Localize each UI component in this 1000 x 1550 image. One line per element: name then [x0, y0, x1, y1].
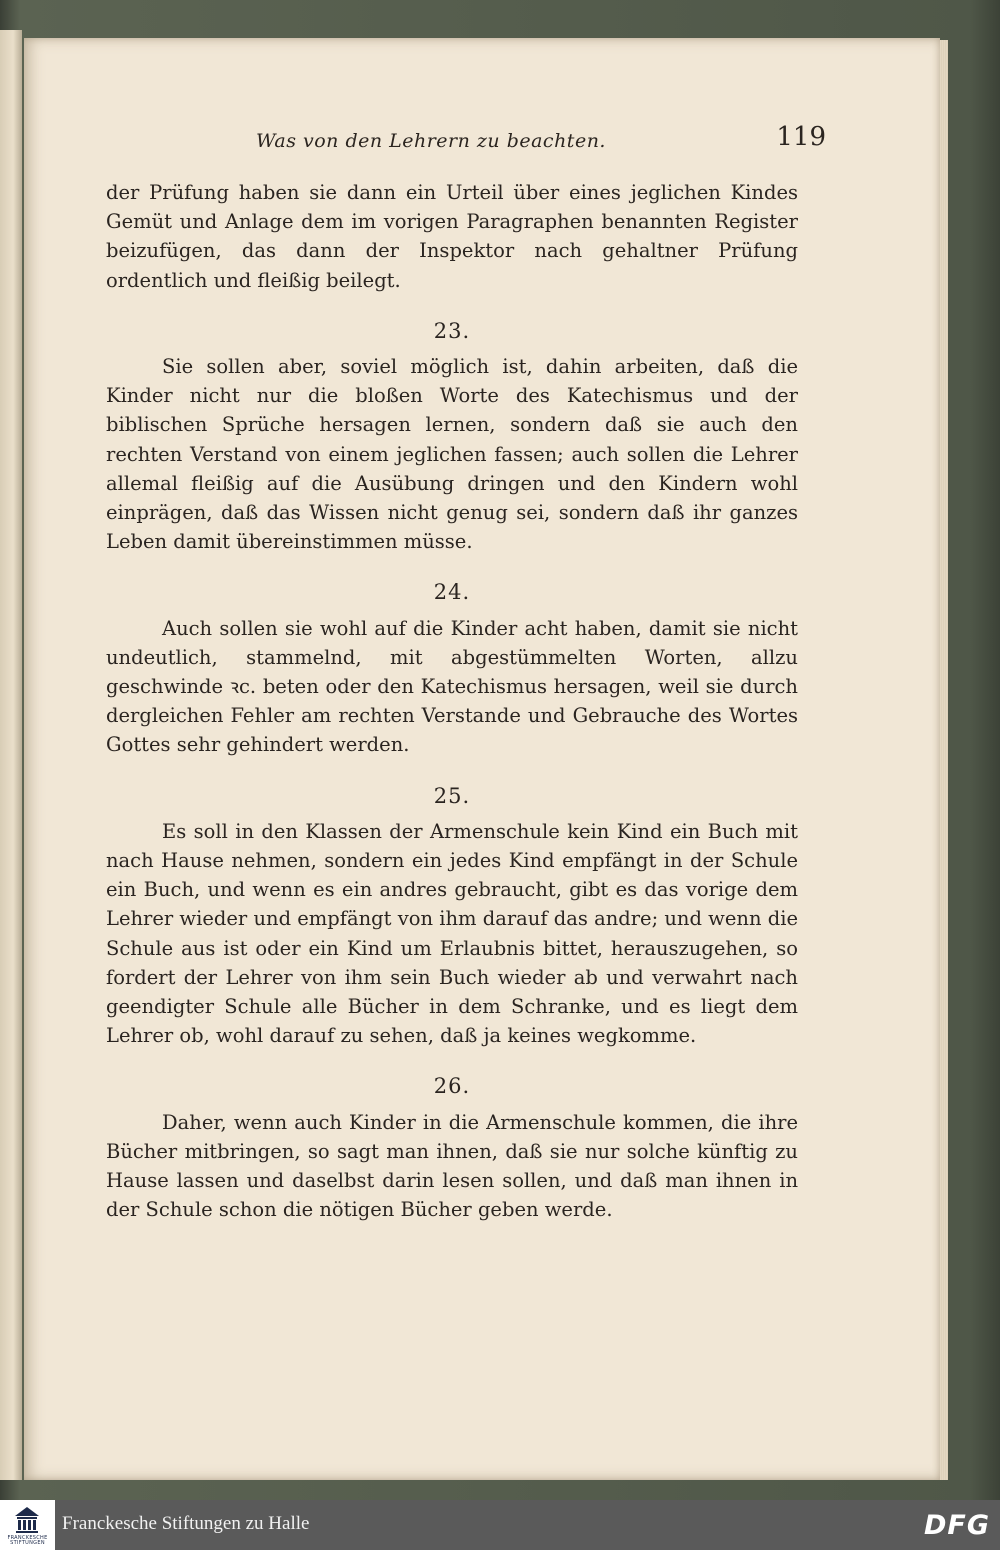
page-edge-stack [940, 40, 948, 1480]
section-paragraph: Sie sollen aber, soviel möglich ist, dahin arbeiten, daß die Kinder nicht nur die bloßen Worte des Katechismus und der biblischen Sprüche hersagen lernen, sondern daß sie auch den rechten Verstand von einem jeglichen fassen; auch sollen die Lehrer allemal fleißig auf die Ausübung dringen und den Kindern wohl einprägen, daß das Wissen nicht genug sei, sondern daß ihr ganzes Leben damit übereinstimmen müsse. [106, 355, 798, 554]
page-number: 119 [776, 122, 826, 152]
institution-link[interactable]: Franckesche Stiftungen zu Halle [62, 1513, 310, 1534]
section-number: 23. [433, 318, 471, 343]
section-paragraph: Auch sollen sie wohl auf die Kinder acht haben, damit sie nicht undeutlich, stammelnd, mit abgestümmelten Worten, allzu geschwinde ꝛc. beten oder den Katechismus hersagen, weil sie durch dergleichen Fehler am rechten Verstande und Gebrauche des Wortes Gottes sehr gehindert werden. [106, 616, 798, 757]
page-header [106, 120, 826, 164]
page-body [106, 178, 798, 1225]
section-number: 24. [433, 580, 471, 605]
franckesche-logo[interactable] [0, 1500, 55, 1550]
section-paragraph: Daher, wenn auch Kinder in die Armenschule kommen, die ihre Bücher mitbringen, so sagt man ihnen, daß sie nur solche künftig zu Hause lassen und daselbst darin lesen sollen, und daß man ihnen in der Schule schon die nötigen Bücher geben werde. [106, 1110, 798, 1222]
section-number: 26. [433, 1074, 471, 1099]
intro-paragraph: der Prüfung haben sie dann ein Urteil über eines jeglichen Kindes Gemüt und Anlage dem im vorigen Paragraphen benannten Register beizufügen, das dann der Inspektor nach gehaltner Prüfung ordentlich und fleißig beilegt. [106, 181, 798, 292]
logo-text: FRANCKESCHE STIFTUNGEN [7, 1535, 48, 1546]
running-head: Was von den Lehrern zu beachten. [256, 130, 606, 152]
building-icon [14, 1506, 40, 1534]
section-number: 25. [433, 783, 471, 808]
section-paragraph: Es soll in den Klassen der Armenschule kein Kind ein Buch mit nach Hause nehmen, sondern ein jedes Kind empfängt in der Schule ein Buch, und wenn es ein andres gebraucht, gibt es das vorige dem Lehrer wieder und empfängt von ihm darauf das andre; und wenn die Schule aus ist oder ein Kind um Erlaubnis bittet, herauszugehen, so fordert der Lehrer von ihm sein Buch wieder ab und verwahrt nach geendigter Schule alle Bücher in dem Schranke, und es liegt dem Lehrer ob, wohl darauf zu sehen, daß ja keines wegkomme. [106, 819, 798, 1048]
viewer-footer [0, 1500, 1000, 1550]
dfg-logo[interactable]: DFG [923, 1510, 990, 1541]
left-page-edge [0, 30, 22, 1480]
